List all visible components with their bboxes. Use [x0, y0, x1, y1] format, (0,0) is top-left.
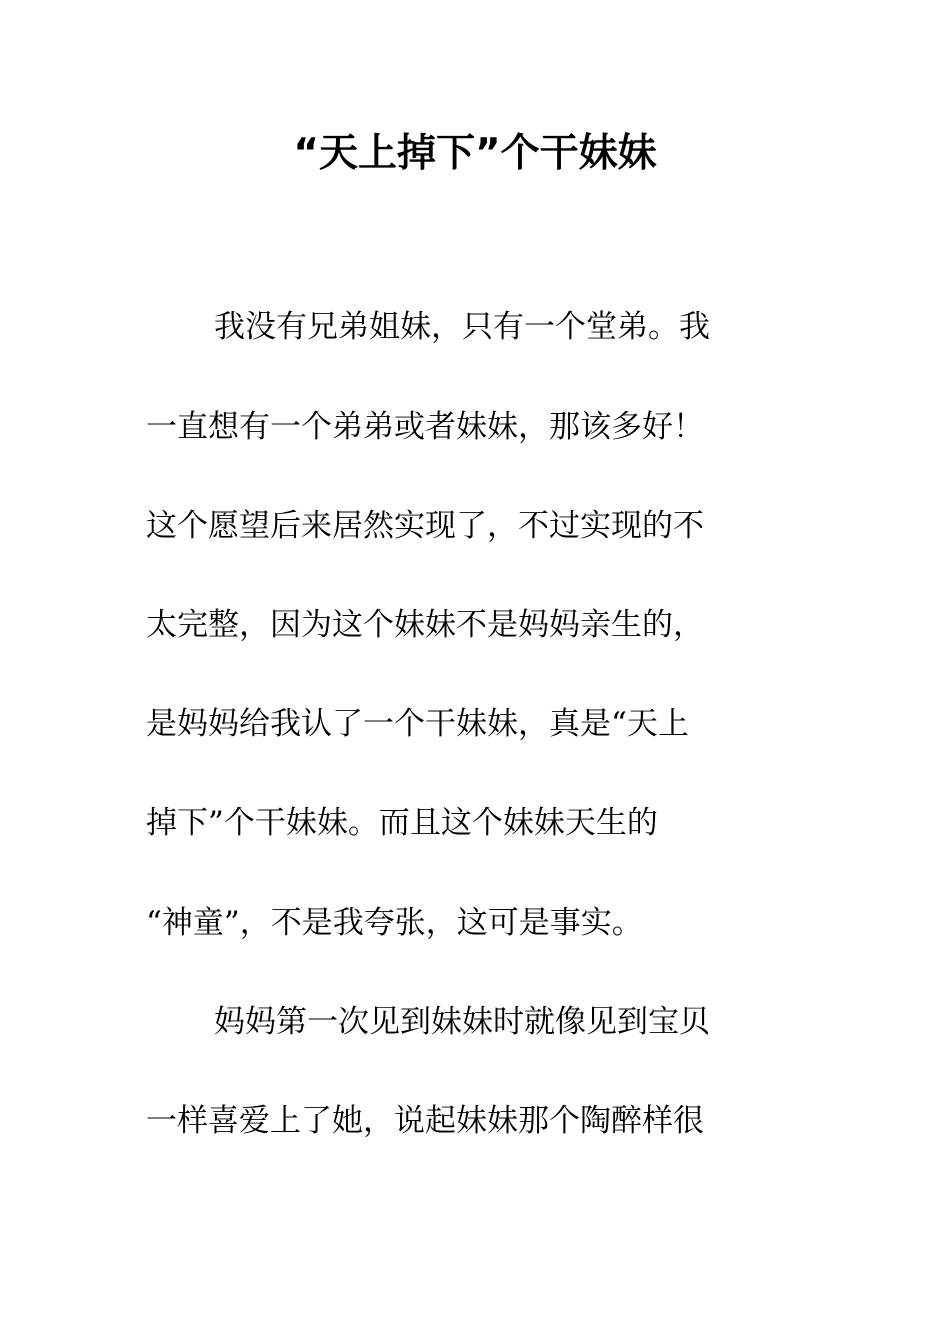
paragraph-line: “神童”，不是我夸张，这可是事实。 [146, 905, 643, 941]
paragraph-line: 我没有兄弟姐妹，只有一个堂弟。我 [214, 309, 710, 345]
document-title: “天上掉下”个干妹妹 [293, 131, 657, 176]
paragraph-line: 掉下”个干妹妹。而且这个妹妹天生的 [146, 805, 658, 841]
paragraph-line: 是妈妈给我认了一个干妹妹，真是“天上 [146, 706, 689, 742]
paragraph-line: 一样喜爱上了她，说起妹妹那个陶醉样很 [146, 1103, 704, 1139]
paragraph-line: 一直想有一个弟弟或者妹妹，那该多好！ [146, 409, 704, 445]
paragraph-line: 这个愿望后来居然实现了，不过实现的不 [146, 508, 704, 544]
paragraph-line: 妈妈第一次见到妹妹时就像见到宝贝 [214, 1004, 710, 1040]
paragraph-line: 太完整，因为这个妹妹不是妈妈亲生的， [146, 607, 704, 643]
